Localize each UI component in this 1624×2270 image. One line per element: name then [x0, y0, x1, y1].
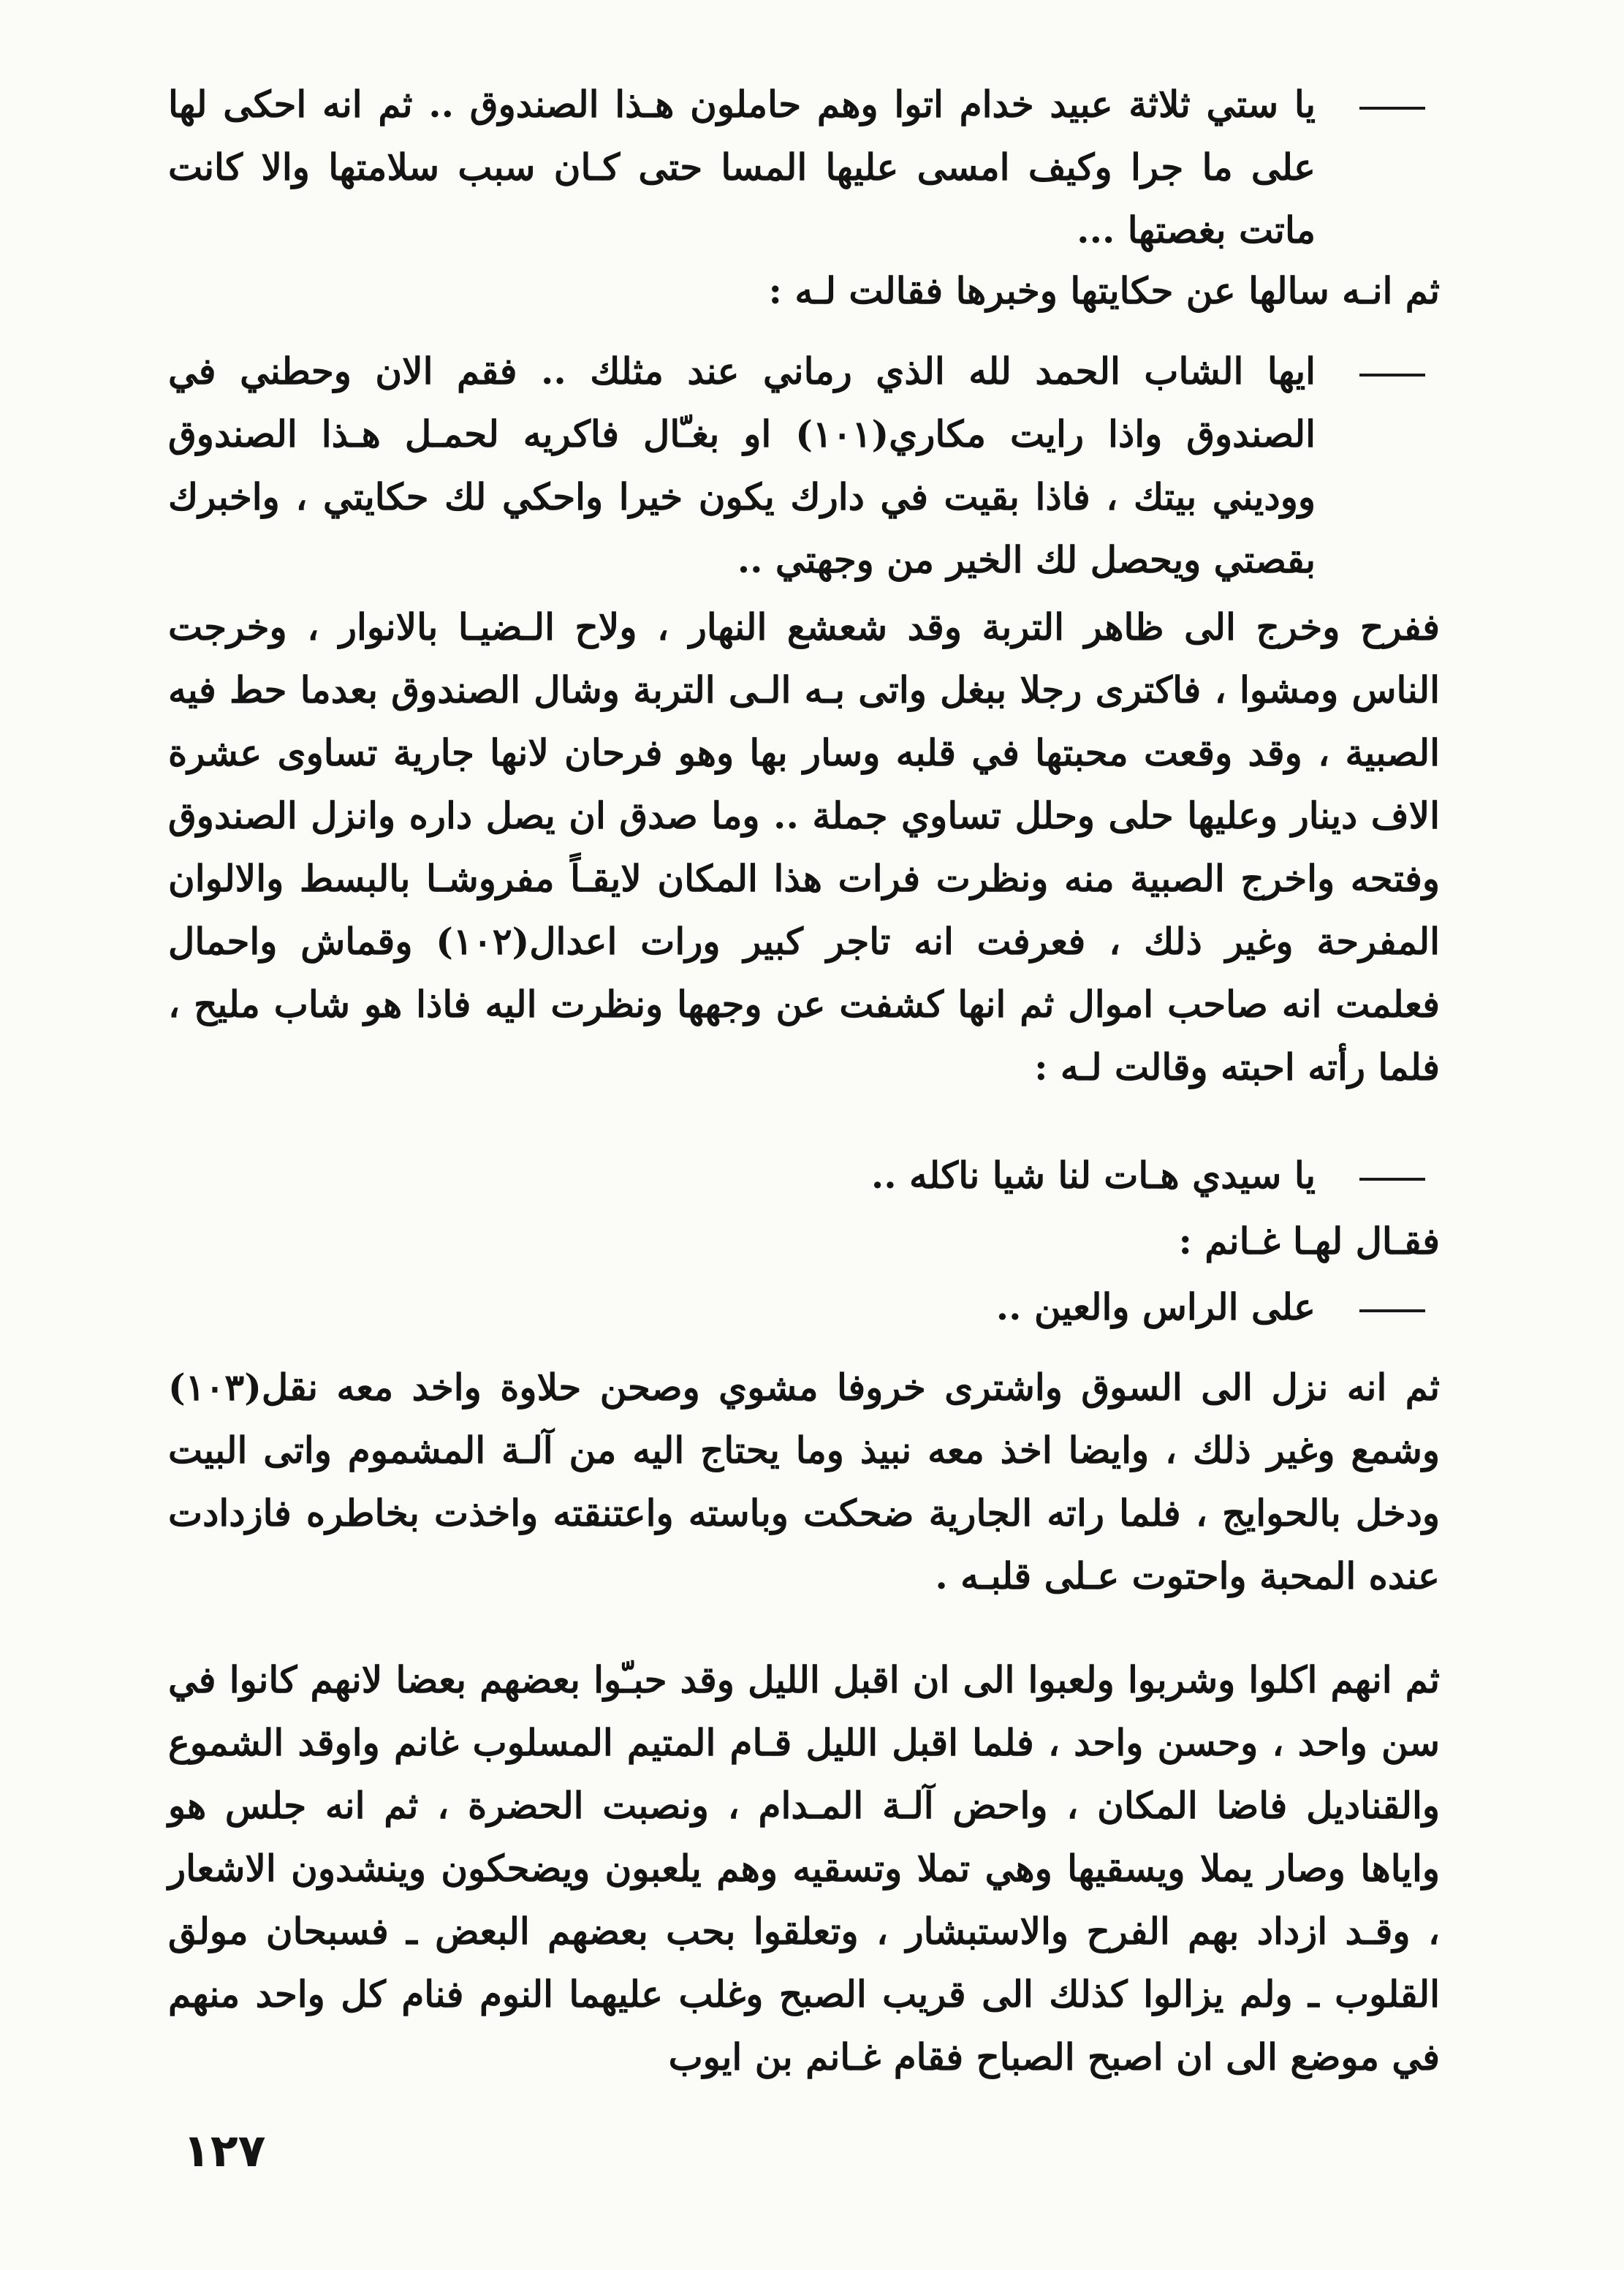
narration-paragraph [168, 1649, 1440, 2089]
narration-paragraph [168, 1356, 1440, 1608]
paragraph-text: يا ستي ثلاثة عبيد خدام اتوا وهم حاملون هـذا الصندوق .. ثم انه احكى لها على ما جرا وكيف امسى عليها المسا حتى كـان سبب سلامتها والا كانت ماتت بغصتها ... [168, 83, 1316, 251]
narration-paragraph [168, 596, 1440, 1099]
paragraph-text: ثم انهم اكلوا وشربوا ولعبوا الى ان اقبل الليل وقد حبـّوا بعضهم بعضا لانهم كانوا في سن واحد ، وحسن واحد ، فلما اقبل الليل قـام المتيم المسلوب غانم واوقد الشموع والقناديل فاضا المكان ، واحض آلـة المـدام ، ونصبت الحضرة ، ثم انه جلس هو واياها وصار يملا ويسقيها وهي تملا وتسقيه وهم يلعبون ويضحكون وينشدون الاشعار ، وقـد ازداد بهم الفرح والاستبشار ، وتعلقوا بحب بعضهم البعض ـ فسبحان مولق القلوب ـ ولم يزالوا كذلك الى قريب الصبح وغلب عليهما النوم فنام كل واحد منهم في موضع الى ان اصبح الصباح فقام غـانم بن ايوب [168, 1658, 1440, 2078]
dialogue-paragraph [168, 340, 1440, 591]
paragraph-text: يا سيدي هـات لنا شيا ناكله .. [870, 1154, 1316, 1197]
dialogue-paragraph [168, 1144, 1440, 1207]
dialogue-paragraph [168, 1276, 1440, 1339]
paragraph-text: ثم انه نزل الى السوق واشترى خروفا مشوي وصحن حلاوة واخد معه نقل(١٠٣) وشمع وغير ذلك ، وايضا اخذ معه نبيذ وما يحتاج اليه من آلـة المشموم واتى البيت ودخل بالحوايج ، فلما راته الجارية ضحكت وباسته واعتنقته واخذت بخاطره فازدادت عنده المحبة واحتوت عـلى قلبـه . [168, 1366, 1440, 1597]
page-number: ١٢٧ [183, 2124, 266, 2177]
paragraph-text: على الراس والعين .. [995, 1285, 1316, 1328]
dialogue-paragraph [168, 73, 1440, 262]
narration-paragraph [168, 1210, 1440, 1273]
paragraph-text: ففرح وخرج الى ظاهر التربة وقد شعشع النهار ، ولاح الـضيـا بالانوار ، وخرجت الناس ومشوا ، فاكترى رجلا ببغل واتى بـه الـى التربة وشال الصندوق بعدما حط فيه الصبية ، وقد وقعت محبتها في قلبه وسار بها وهو فرحان لانها جارية تساوى عشرة الاف دينار وعليها حلى وحلل تساوي جملة .. وما صدق ان يصل داره وانزل الصندوق وفتحه واخرج الصبية منه ونظرت فرات هذا المكان لايقـاً مفروشـا بالبسط والالوان المفرحة وغير ذلك ، فعرفت انه تاجر كبير ورات اعدال(١٠٢) وقماش واحمال فعلمت انه صاحب اموال ثم انها كشفت عن وجهها ونظرت اليه فاذا هو شاب مليح ، فلما رأته احبته وقالت لـه : [168, 605, 1441, 1089]
narration-paragraph [168, 260, 1440, 322]
paragraph-text: ايها الشاب الحمد لله الذي رماني عند مثلك .. فقم الان وحطني في الصندوق واذا رايت مكاري(١٠١) او بغـّال فاكريه لحمـل هـذا الصندوق ووديني بيتك ، فاذا بقيت في دارك يكون خيرا واحكي لك حكايتي ، واخبرك بقصتي ويحصل لك الخير من وجهتي .. [168, 349, 1316, 581]
paragraph-text: فقـال لهـا غـانم : [1178, 1219, 1440, 1263]
paragraph-text: ثم انـه سالها عن حكايتها وخبرها فقالت لـه : [768, 269, 1440, 312]
